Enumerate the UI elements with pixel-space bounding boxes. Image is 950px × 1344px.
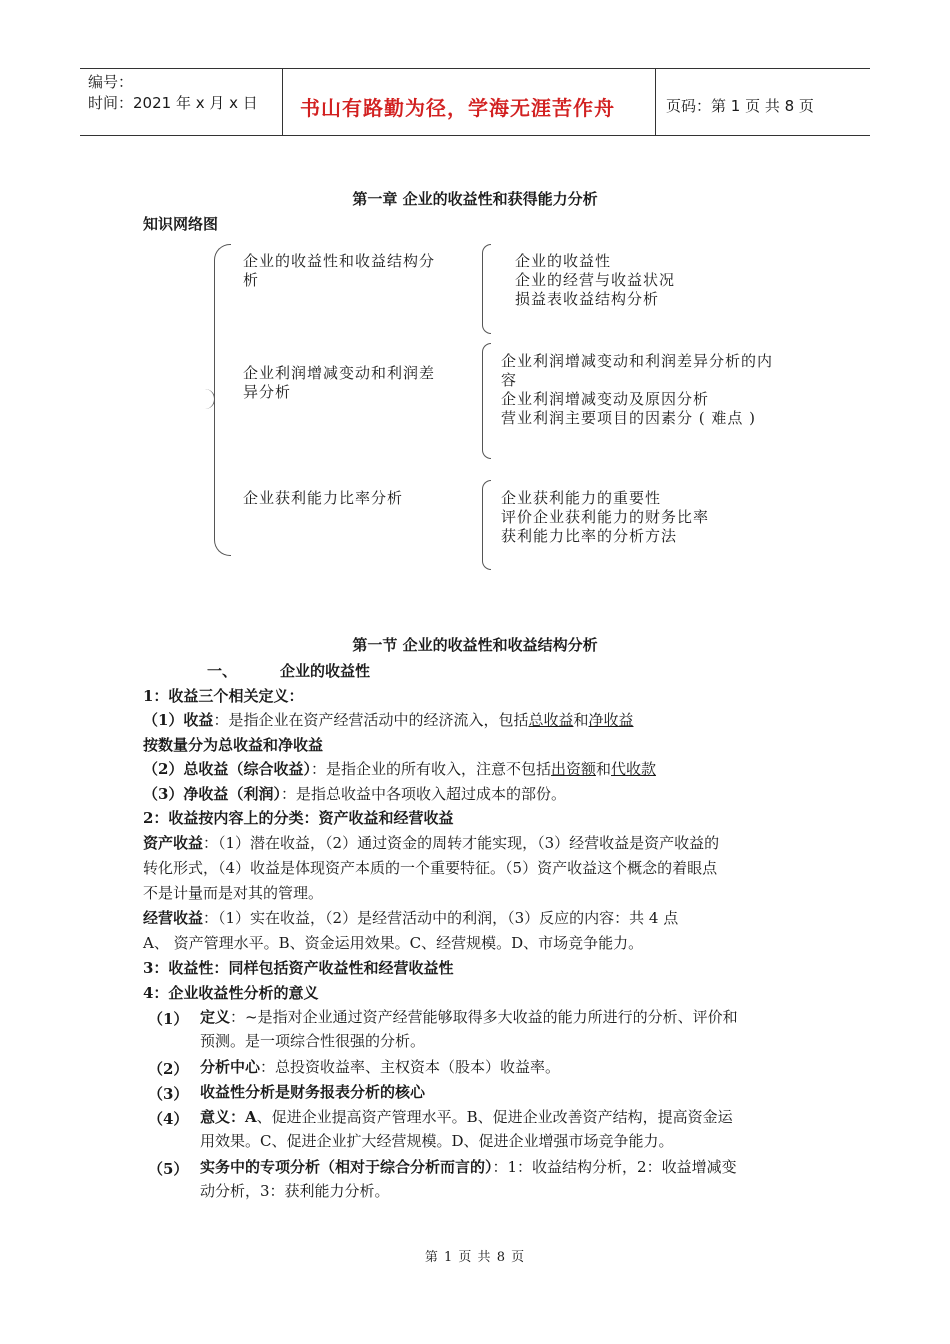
definition-3: （3）净收益（利润）：是指总收益中各项收入超过成本的部份。: [143, 785, 566, 803]
list-item: 营业利润主要项目的因素分 ( 难点 ): [501, 409, 757, 427]
main-brace-upper: [214, 244, 231, 400]
branch-1-label: 企业的收益性和收益结构分 析: [243, 252, 436, 289]
code-label: 编号：: [88, 73, 134, 91]
time-label: 时间：2021 年 x 月 x 日: [88, 94, 258, 112]
branch-1-items: [515, 252, 675, 309]
heading-3: 3：收益性：同样包括资产收益性和经营收益性: [143, 959, 454, 977]
header-divider-left: [282, 68, 283, 136]
list-item: 评价企业获利能力的财务比率: [501, 508, 710, 526]
list-item: 企业利润增减变动及原因分析: [501, 390, 710, 408]
item-2-number: （2）: [148, 1060, 189, 1078]
header-info: [88, 72, 258, 114]
item-1-text: 定义：~是指对企业通过资产经营能够取得多大收益的能力所进行的分析、评价和 预测。是一项综合性很强的分析。: [200, 1008, 738, 1050]
branch-3-brace: [482, 480, 491, 570]
heading-2: 2：收益按内容上的分类：资产收益和经营收益: [143, 809, 454, 827]
definition-2: （2）总收益（综合收益）：是指企业的所有收入，注意不包括出资额和代收款: [143, 760, 657, 778]
asset-income-line-2: 转化形式，（4）收益是体现资产本质的一个重要特征。（5）资产收益这个概念的着眼点: [143, 859, 718, 877]
header-divider-right: [655, 68, 656, 136]
subsection-number: 一、: [207, 662, 238, 680]
header-top-rule: [80, 68, 870, 69]
item-1-number: （1）: [148, 1010, 189, 1028]
item-5-number: （5）: [148, 1160, 189, 1178]
item-4-number: （4）: [148, 1110, 189, 1128]
header-bottom-rule: [80, 135, 870, 136]
header-page-code: 页码：第 1 页 共 8 页: [666, 97, 814, 115]
list-item: 获利能力比率的分析方法: [501, 527, 678, 545]
item-3-text: 收益性分析是财务报表分析的核心: [200, 1083, 426, 1101]
page-footer: 第 1 页 共 8 页: [424, 1250, 526, 1265]
branch-1-brace: [482, 244, 491, 334]
heading-1: 1：收益三个相关定义：: [143, 687, 304, 705]
chapter-title: 第一章 企业的收益性和获得能力分析: [352, 190, 598, 208]
branch-3-items: [501, 489, 709, 546]
operating-income-line-1: 经营收益：（1）实在收益，（2）是经营活动中的利润，（3）反应的内容：共 4 点: [143, 909, 679, 927]
definition-1: （1）收益：是指企业在资产经营活动中的经济流入，包括总收益和净收益: [143, 711, 634, 729]
branch-2-label: 企业利润增减变动和利润差 异分析: [243, 364, 436, 401]
subsection-title: 企业的收益性: [280, 662, 371, 680]
heading-4: 4：企业收益性分析的意义: [143, 984, 319, 1002]
section-title: 第一节 企业的收益性和收益结构分析: [352, 636, 598, 654]
list-item: 企业的经营与收益状况: [515, 271, 676, 289]
header-motto: 书山有路勤为径，学海无涯苦作舟: [300, 96, 615, 120]
item-4-text: 意义：A、促进企业提高资产管理水平。B、促进企业改善资产结构，提高资金运 用效果。C、促进企业扩大经营规模。D、促进企业增强市场竞争能力。: [200, 1108, 733, 1150]
list-item: 损益表收益结构分析: [515, 290, 660, 308]
branch-3-label: 企业获利能力比率分析: [243, 489, 404, 507]
branch-2-items: [501, 352, 773, 428]
asset-income-line-3: 不是计量而是对其的管理。: [143, 884, 324, 902]
asset-income-line-1: 资产收益：（1）潜在收益，（2）通过资金的周转才能实现，（3）经营收益是资产收益的: [143, 834, 720, 852]
main-brace-lower: [214, 399, 231, 556]
operating-income-line-2: A、 资产管理水平。B、资金运用效果。C、经营规模。D、市场竞争能力。: [143, 934, 644, 952]
item-2-text: 分析中心：总投资收益率、主权资本（股本）收益率。: [200, 1058, 561, 1076]
list-item: 容: [501, 371, 518, 389]
item-3-number: （3）: [148, 1085, 189, 1103]
knowledge-network-title: 知识网络图: [143, 215, 219, 233]
list-item: 企业的收益性: [515, 252, 612, 270]
list-item: 企业利润增减变动和利润差异分析的内: [501, 352, 774, 370]
item-5-text: 实务中的专项分析（相对于综合分析而言的）：1：收益结构分析，2：收益增减变 动分析，3：获利能力分析。: [200, 1158, 737, 1200]
branch-2-brace: [482, 343, 491, 459]
list-item: 企业获利能力的重要性: [501, 489, 662, 507]
quantity-note: 按数量分为总收益和净收益: [143, 736, 324, 754]
